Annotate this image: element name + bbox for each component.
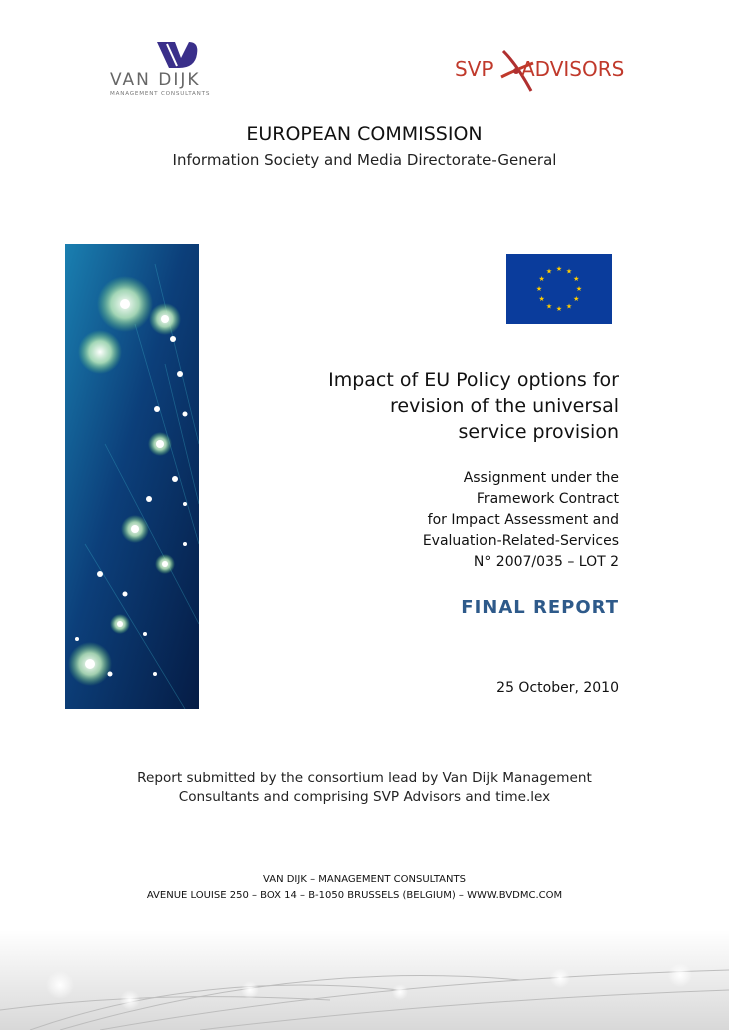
directorate-title: Information Society and Media Directorate-General — [172, 151, 557, 169]
svg-text:★: ★ — [538, 295, 545, 303]
assignment-line: Assignment under the — [463, 470, 619, 486]
svg-text:★: ★ — [565, 302, 573, 311]
svp-name-left: SVP — [455, 57, 494, 81]
report-title-line: Impact of EU Policy options for — [328, 369, 619, 391]
report-status: FINAL REPORT — [461, 597, 619, 618]
svg-text:★: ★ — [573, 275, 580, 283]
vd-logo-icon — [155, 40, 199, 70]
svp-advisors-logo — [455, 45, 625, 100]
svg-text:★: ★ — [555, 305, 563, 313]
company-address: AVENUE LOUISE 250 – BOX 14 – B-1050 BRUSSELS (BELGIUM) – WWW.BVDMC.COM — [146, 890, 563, 901]
report-date: 25 October, 2010 — [496, 680, 619, 696]
svg-text:★: ★ — [573, 295, 580, 303]
assignment-line: Framework Contract — [476, 491, 619, 507]
svg-text:★: ★ — [545, 302, 553, 311]
svg-text:★: ★ — [535, 285, 543, 293]
svg-text:★: ★ — [575, 285, 583, 293]
svg-text:★: ★ — [545, 267, 553, 276]
report-title-line: service provision — [458, 421, 619, 443]
assignment-line: for Impact Assessment and — [427, 512, 619, 528]
assignment-line: N° 2007/035 – LOT 2 — [473, 554, 619, 570]
van-dijk-name: VAN DIJK — [110, 70, 201, 90]
van-dijk-logo — [110, 40, 245, 100]
submission-line: Report submitted by the consortium lead by Van Dijk Management — [137, 770, 592, 786]
fiber-optics-image — [65, 244, 199, 709]
eu-flag-icon — [506, 254, 612, 324]
assignment-line: Evaluation-Related-Services — [422, 533, 619, 549]
company-name: VAN DIJK – MANAGEMENT CONSULTANTS — [263, 874, 466, 885]
svp-name-right: ADVISORS — [521, 57, 625, 81]
van-dijk-subtitle: MANAGEMENT CONSULTANTS — [110, 91, 211, 97]
svg-text:★: ★ — [565, 267, 573, 276]
organization-title: EUROPEAN COMMISSION — [246, 123, 483, 145]
submission-line: Consultants and comprising SVP Advisors and time.lex — [178, 789, 551, 805]
svg-text:★: ★ — [555, 265, 563, 273]
svg-text:★: ★ — [538, 275, 545, 283]
footer-decoration — [0, 930, 729, 1030]
report-title-line: revision of the universal — [390, 395, 619, 417]
